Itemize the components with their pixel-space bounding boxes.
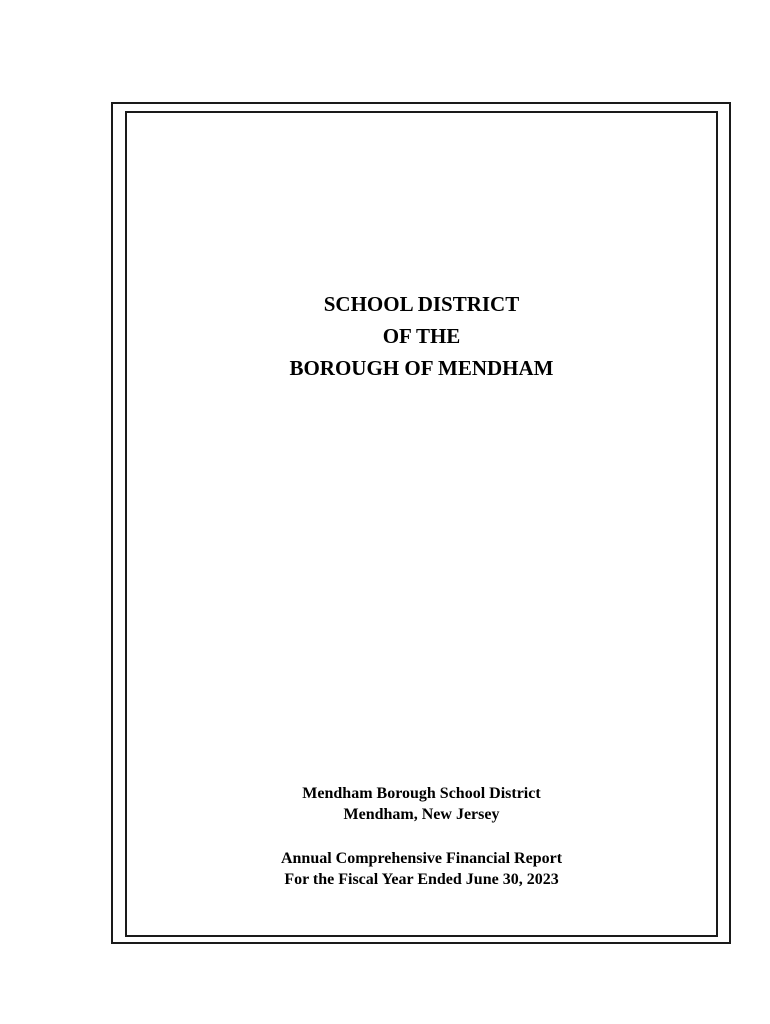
district-info xyxy=(125,783,718,825)
title-line-3: BOROUGH OF MENDHAM xyxy=(289,356,554,380)
cover-title xyxy=(125,288,718,384)
report-period: For the Fiscal Year Ended June 30, 2023 xyxy=(284,871,559,888)
district-name: Mendham Borough School District xyxy=(302,785,541,802)
report-info xyxy=(125,848,718,890)
title-line-1: SCHOOL DISTRICT xyxy=(323,292,520,316)
title-line-2: OF THE xyxy=(382,324,461,348)
report-name: Annual Comprehensive Financial Report xyxy=(280,850,563,867)
district-location: Mendham, New Jersey xyxy=(343,806,500,823)
